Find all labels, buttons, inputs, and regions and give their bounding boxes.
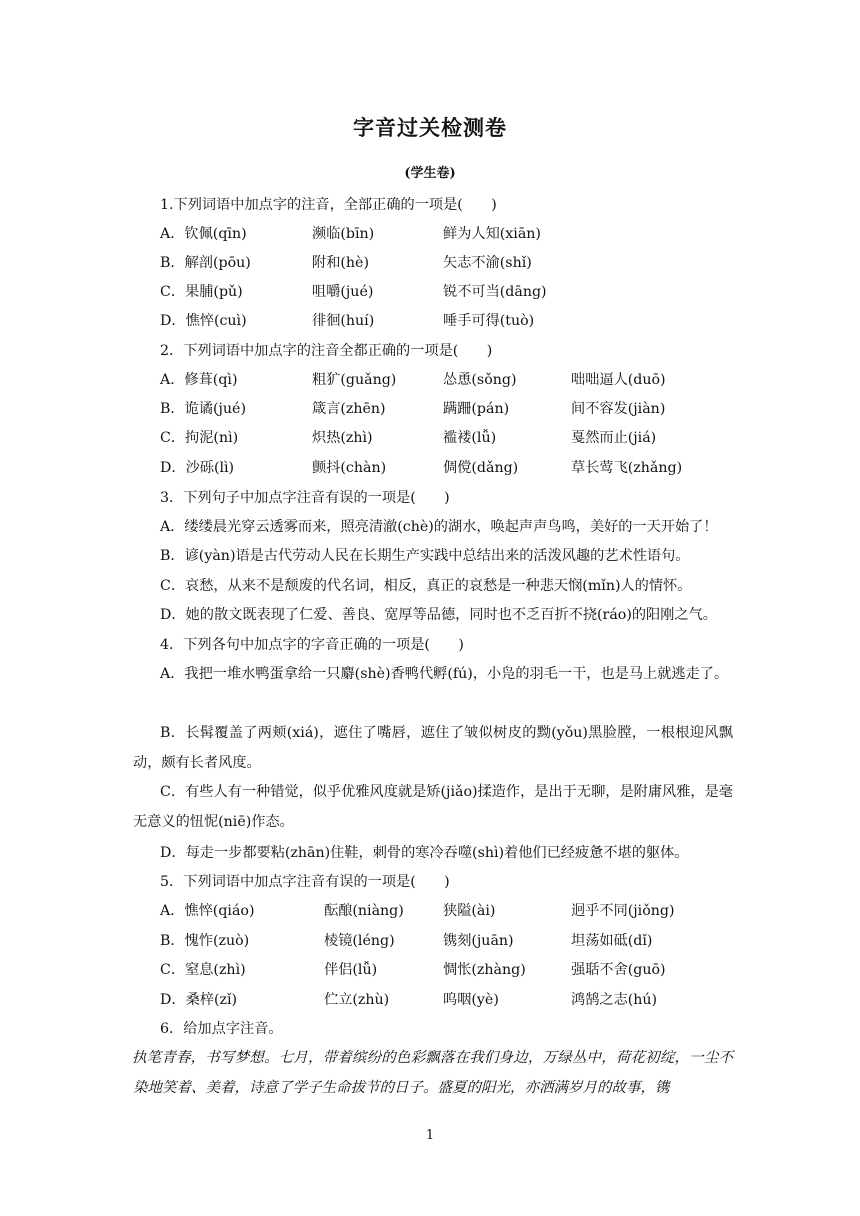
question-2-stem: 2．下列词语中加点字的注音全都正确的一项是( ) <box>160 343 493 359</box>
q4-option-d: D．每走一步都要粘(zhān)住鞋，刺骨的寒冷吞噬(shì)着他们已经疲惫不堪的躯体。 <box>160 845 689 861</box>
q2-option-a-word-2: 粗犷(guǎng) <box>312 372 397 388</box>
q5-option-b-word-1: B．愧怍(zuò) <box>160 933 250 949</box>
q3-option-b: B．谚(yàn)语是古代劳动人民在长期生产实践中总结出来的活泼风趣的艺术性语句。 <box>160 548 690 564</box>
q1-option-b-word-2: 附和(hè) <box>312 255 369 271</box>
q1-option-d-word-1: D．憔悴(cuì) <box>160 313 247 329</box>
q2-option-a-word-1: A．修葺(qì) <box>160 372 238 388</box>
q2-option-c-word-3: 褴褛(lǚ) <box>443 430 497 446</box>
q5-option-d-word-3: 呜咽(yè) <box>443 992 499 1008</box>
q1-option-d-word-3: 唾手可得(tuò) <box>443 313 535 329</box>
q5-option-c-word-2: 伴侣(lǚ) <box>324 962 378 978</box>
q5-option-b-word-3: 镌刻(juān) <box>443 933 514 949</box>
q2-option-b-word-4: 间不容发(jiàn) <box>571 401 666 417</box>
q1-option-c-word-2: 咀嚼(jué) <box>312 284 374 300</box>
q2-option-b-word-3: 蹒跚(pán) <box>443 401 510 417</box>
page-title: 字音过关检测卷 <box>353 116 507 140</box>
q2-option-b-word-2: 箴言(zhēn) <box>312 401 386 417</box>
q5-option-d-word-2: 伫立(zhù) <box>324 992 390 1008</box>
q5-option-b-word-4: 坦荡如砥(dǐ) <box>571 933 653 949</box>
q2-option-c-word-4: 戛然而止(jiá) <box>571 430 657 446</box>
q3-option-c: C．哀愁，从来不是颓废的代名词，相反，真正的哀愁是一种悲天悯(mǐn)人的情怀。 <box>160 578 692 594</box>
q5-option-c-word-3: 惆怅(zhàng) <box>443 962 526 978</box>
q2-option-b-word-1: B．诡谲(jué) <box>160 401 246 417</box>
q5-option-d-word-4: 鸿鹄之志(hú) <box>571 992 658 1008</box>
q1-option-c-word-3: 锐不可当(dāng) <box>443 284 547 300</box>
q1-option-a-word-3: 鲜为人知(xiān) <box>443 226 541 242</box>
q2-option-c-word-1: C．拘泥(nì) <box>160 430 239 446</box>
q1-option-a-word-1: A．钦佩(qīn) <box>160 226 247 242</box>
question-6-stem: 6．给加点字注音。 <box>160 1021 283 1037</box>
q1-option-c-word-1: C．果脯(pǔ) <box>160 284 243 300</box>
q2-option-d-word-1: D．沙砾(lì) <box>160 460 235 476</box>
q4-option-c: C．有些人有一种错觉，似乎优雅风度就是矫(jiǎo)揉造作，是出于无聊，是附庸风雅，是毫无意义的忸怩(niē)作态。 <box>133 784 733 830</box>
q5-option-a-word-2: 酝酿(niàng) <box>324 903 404 919</box>
q3-option-a: A．缕缕晨光穿云透雾而来，照亮清澈(chè)的湖水，唤起声声鸟鸣，美好的一天开始了！ <box>160 519 718 535</box>
q5-option-c-word-4: 强聒不舍(guō) <box>571 962 666 978</box>
page-number: 1 <box>425 1128 435 1143</box>
q5-option-a-word-3: 狭隘(ài) <box>443 903 496 919</box>
q5-option-d-word-1: D．桑梓(zǐ) <box>160 992 238 1008</box>
q1-option-b-word-3: 矢志不渝(shǐ) <box>443 255 532 271</box>
q1-option-a-word-2: 濒临(bīn) <box>312 226 375 242</box>
question-5-stem: 5．下列词语中加点字注音有误的一项是( ) <box>160 874 450 890</box>
q2-option-d-word-2: 颤抖(chàn) <box>312 460 387 476</box>
q2-option-d-word-4: 草长莺飞(zhǎng) <box>571 460 683 476</box>
q3-option-d: D．她的散文既表现了仁爱、善良、宽厚等品德，同时也不乏百折不挠(ráo)的阳刚之气。 <box>160 607 717 623</box>
q5-option-a-word-1: A．憔悴(qiáo) <box>160 903 255 919</box>
q2-option-d-word-3: 倜傥(dǎng) <box>443 460 519 476</box>
q2-option-a-word-3: 怂恿(sǒng) <box>443 372 517 388</box>
q5-option-b-word-2: 棱镜(léng) <box>324 933 395 949</box>
q2-option-c-word-2: 炽热(zhì) <box>312 430 373 446</box>
question-4-stem: 4．下列各句中加点字的字音正确的一项是( ) <box>160 637 464 653</box>
page-subtitle: (学生卷) <box>404 166 456 181</box>
question-1-stem: 1.下列词语中加点字的注音，全部正确的一项是( ) <box>160 197 497 213</box>
q1-option-b-word-1: B．解剖(pōu) <box>160 255 251 271</box>
q4-option-a: A．我把一堆水鸭蛋拿给一只麝(shè)香鸭代孵(fú)，小凫的羽毛一干，也是马上就逃走了。 <box>160 666 729 682</box>
q1-option-d-word-2: 徘徊(huí) <box>312 313 375 329</box>
q5-option-a-word-4: 迥乎不同(jiǒng) <box>571 903 675 919</box>
q6-passage: 执笔青春，书写梦想。七月，带着缤纷的色彩飘落在我们身边，万绿丛中，荷花初绽，一尘不染地笑着、美着，诗意了学子生命拔节的日子。盛夏的阳光，亦洒满岁月的故事，镌 <box>132 1050 733 1096</box>
q4-option-b: B．长髯覆盖了两颊(xiá)，遮住了嘴唇，遮住了皱似树皮的黝(yǒu)黑脸膛，一根根迎风飘动，颇有长者风度。 <box>133 725 733 771</box>
question-3-stem: 3．下列句子中加点字注音有误的一项是( ) <box>160 490 450 506</box>
q5-option-c-word-1: C．窒息(zhì) <box>160 962 246 978</box>
q2-option-a-word-4: 咄咄逼人(duō) <box>571 372 666 388</box>
